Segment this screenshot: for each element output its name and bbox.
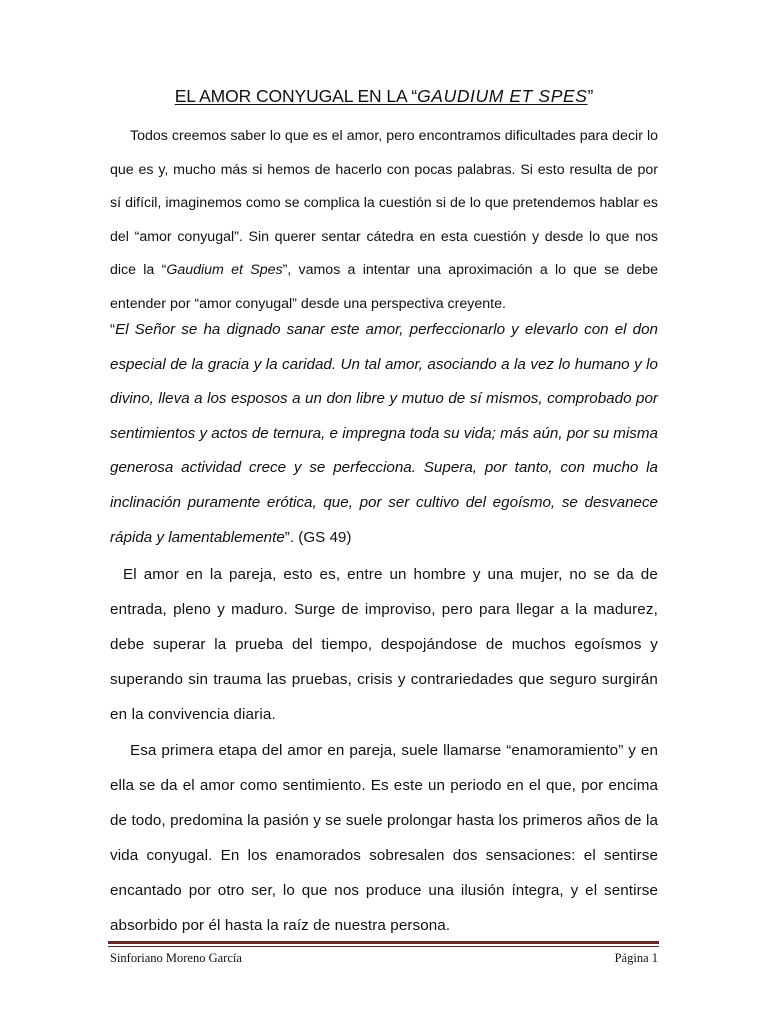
paragraph-intro [110, 120, 658, 322]
document-title [0, 84, 768, 108]
quote-text: El Señor se ha dignado sanar este amor, perfeccionarlo y elevarlo con el don especial de la gracia y la caridad. Un tal amor, asociando a la vez lo humano y lo divino, lleva a los esposos a un don libre y mutuo de sí mismos, comprobado por sentimientos y actos de ternura, e impregna toda su vida; más aún, por su misma generosa actividad crece y se perfecciona. Supera, por tanto, con mucho la inclinación puramente erótica, que, por ser cultivo del egoísmo, se desvanece rápida y lamentablemente [110, 321, 658, 546]
paragraph-intro-text-b: ”, vamos a intentar una aproximación a lo que se debe entender por “amor conyugal” desde una perspectiva creyente. [110, 262, 659, 312]
paragraph-intro-italic: Gaudium et Spes [166, 262, 283, 279]
quote-open: “ [110, 321, 116, 338]
footer-page-number: Página 1 [614, 951, 658, 965]
title-italic: GAUDIUM ET SPES [417, 86, 588, 106]
title-text [175, 86, 588, 106]
title-prefix: EL AMOR CONYUGAL EN LA “ [174, 86, 418, 106]
paragraph-intro-text-a: Todos creemos saber lo que es el amor, pero encontramos dificultades para decir lo que es y, mucho más si hemos de hacerlo con pocas palabras. Si esto resulta de por sí difícil, imaginemos como se complica la cuestión si de lo que pretendemos hablar es del “amor conyugal”. Sin querer sentar cátedra en esta cuestión y desde lo que nos dice la “ [110, 128, 658, 279]
paragraph-enamoramiento: Esa primera etapa del amor en pareja, suele llamarse “enamoramiento” y en ella se da el amor como sentimiento. Es este un periodo en el que, por encima de todo, predomina la pasión y se suele prolongar hasta los primeros años de la vida conyugal. En los enamorados sobresalen dos sensaciones: el sentirse encantado por otro ser, lo que nos produce una ilusión íntegra, y el sentirse absorbido por él hasta la raíz de nuestra persona. [110, 742, 658, 934]
title-suffix: ” [587, 86, 594, 106]
quote-citation: ”. (GS 49) [284, 528, 352, 546]
paragraph-pareja: El amor en la pareja, esto es, entre un hombre y una mujer, no se da de entrada, pleno y maduro. Surge de improviso, pero para llegar a la madurez, debe superar la prueba del tiempo, despojándose de muchos egoísmos y superando sin trauma las pruebas, crisis y contrariedades que seguro surgirán en la convivencia diaria. [110, 566, 658, 723]
footer-rule-thick [108, 941, 659, 944]
footer-rule-thin [108, 946, 659, 947]
footer-author: Sinforiano Moreno García [110, 951, 242, 965]
quote-paragraph [110, 313, 658, 555]
